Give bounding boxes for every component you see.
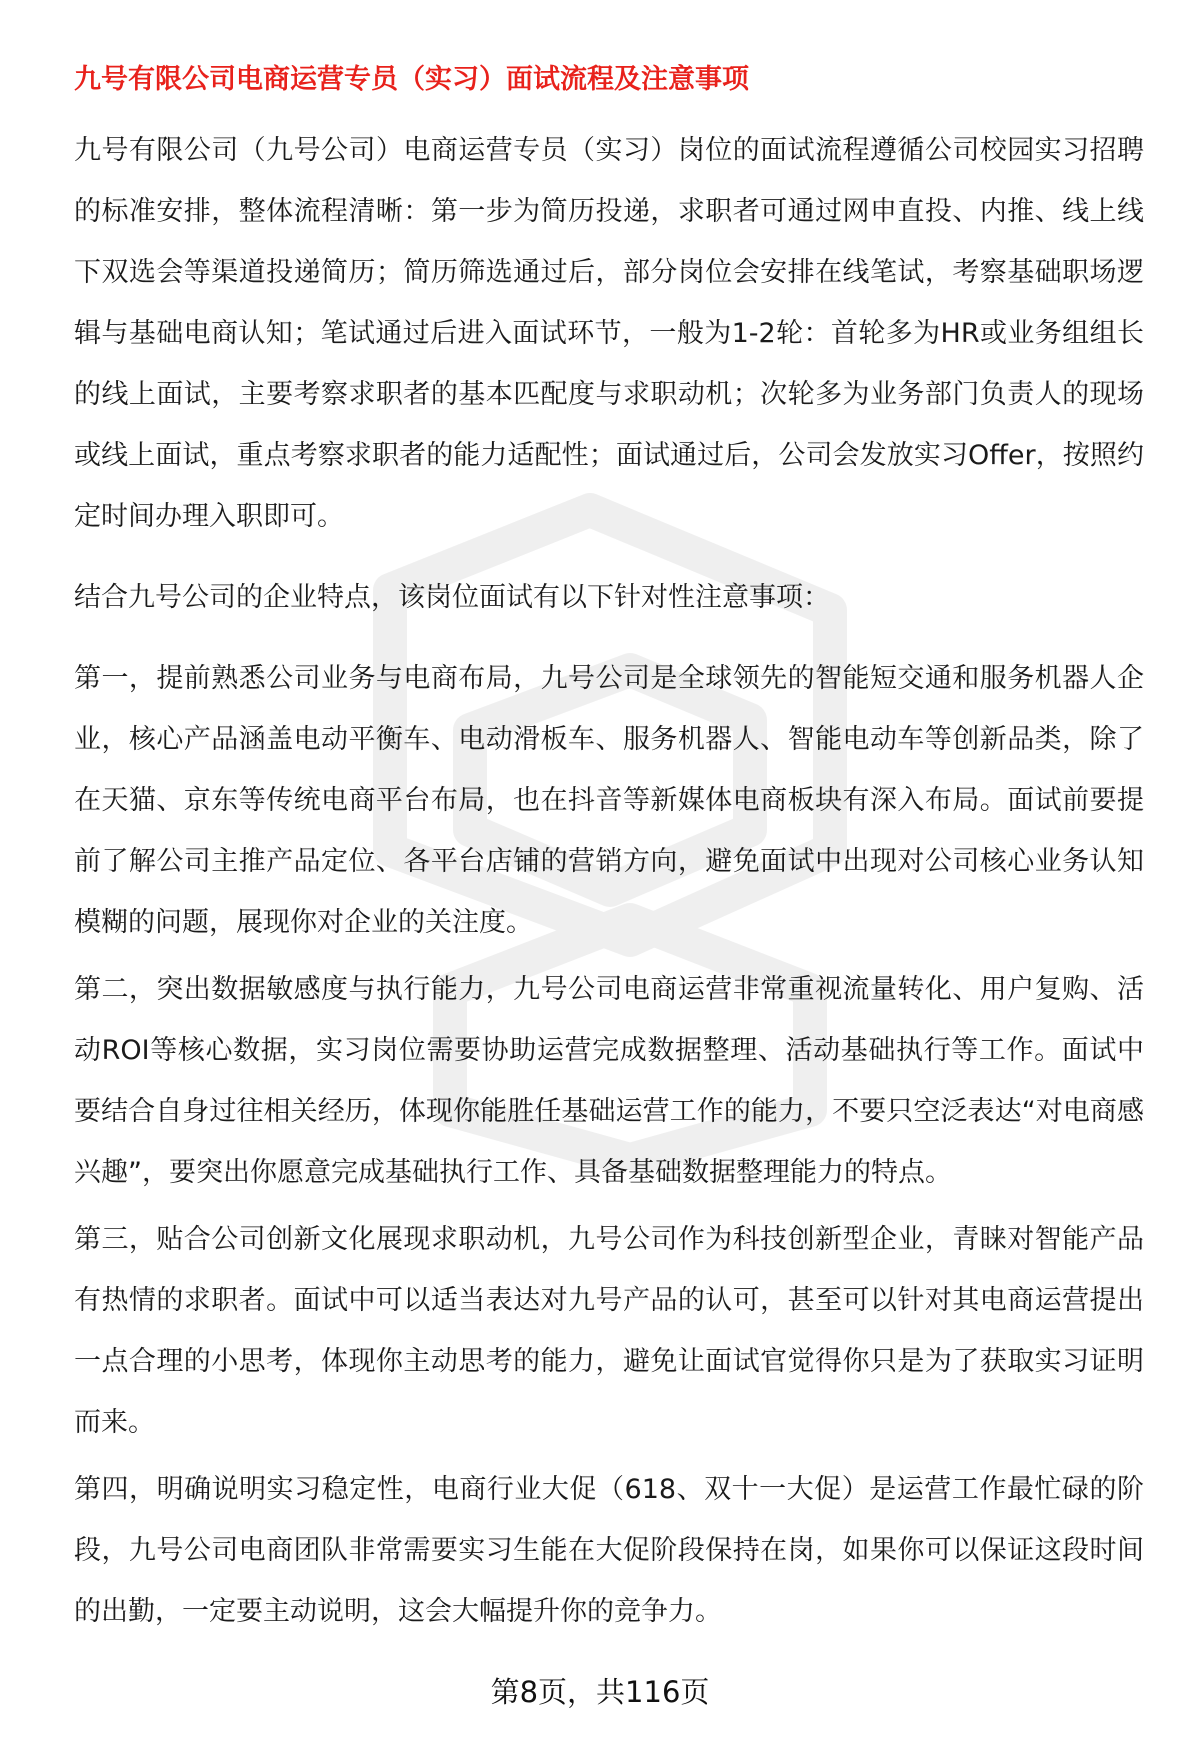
paragraph-note-1: 第一，提前熟悉公司业务与电商布局，九号公司是全球领先的智能短交通和服务机器人企业，核心产品涵盖电动平衡车、电动滑板车、服务机器人、智能电动车等创新品类，除了在天猫、京东等传统电商平台布局，也在抖音等新媒体电商板块有深入布局。面试前要提前了解公司主推产品定位、各平台店铺的营销方向，避免面试中出现对公司核心业务认知模糊的问题，展现你对企业的关注度。: [74, 663, 1144, 938]
paragraph-note-3: 第三，贴合公司创新文化展现求职动机，九号公司作为科技创新型企业，青睐对智能产品有热情的求职者。面试中可以适当表达对九号产品的认可，甚至可以针对其电商运营提出一点合理的小思考，体现你主动思考的能力，避免让面试官觉得你只是为了获取实习证明而来。: [74, 1224, 1144, 1438]
paragraph-note-2: 第二，突出数据敏感度与执行能力，九号公司电商运营非常重视流量转化、用户复购、活动ROI等核心数据，实习岗位需要协助运营完成数据整理、活动基础执行等工作。面试中要结合自身过往相关经历，体现你能胜任基础运营工作的能力，不要只空泛表达“对电商感兴趣”，要突出你愿意完成基础执行工作、具备基础数据整理能力的特点。: [74, 974, 1144, 1188]
paragraph-note-4: 第四，明确说明实习稳定性，电商行业大促（618、双十一大促）是运营工作最忙碌的阶段，九号公司电商团队非常需要实习生能在大促阶段保持在岗，如果你可以保证这段时间的出勤，一定要主动说明，这会大幅提升你的竞争力。: [74, 1474, 1144, 1627]
document-title: 九号有限公司电商运营专员（实习）面试流程及注意事项: [74, 64, 749, 95]
paragraph-interview-process: 九号有限公司（九号公司）电商运营专员（实习）岗位的面试流程遵循公司校园实习招聘的标准安排，整体流程清晰：第一步为简历投递，求职者可通过网申直投、内推、线上线下双选会等渠道投递简历；简历筛选通过后，部分岗位会安排在线笔试，考察基础职场逻辑与基础电商认知；笔试通过后进入面试环节，一般为1-2轮：首轮多为HR或业务组组长的线上面试，主要考察求职者的基本匹配度与求职动机；次轮多为业务部门负责人的现场或线上面试，重点考察求职者的能力适配性；面试通过后，公司会发放实习Offer，按照约定时间办理入职即可。: [74, 135, 1144, 532]
page-number-footer: 第8页，共116页: [490, 1675, 710, 1709]
paragraph-notes-intro: 结合九号公司的企业特点，该岗位面试有以下针对性注意事项：: [74, 582, 830, 613]
